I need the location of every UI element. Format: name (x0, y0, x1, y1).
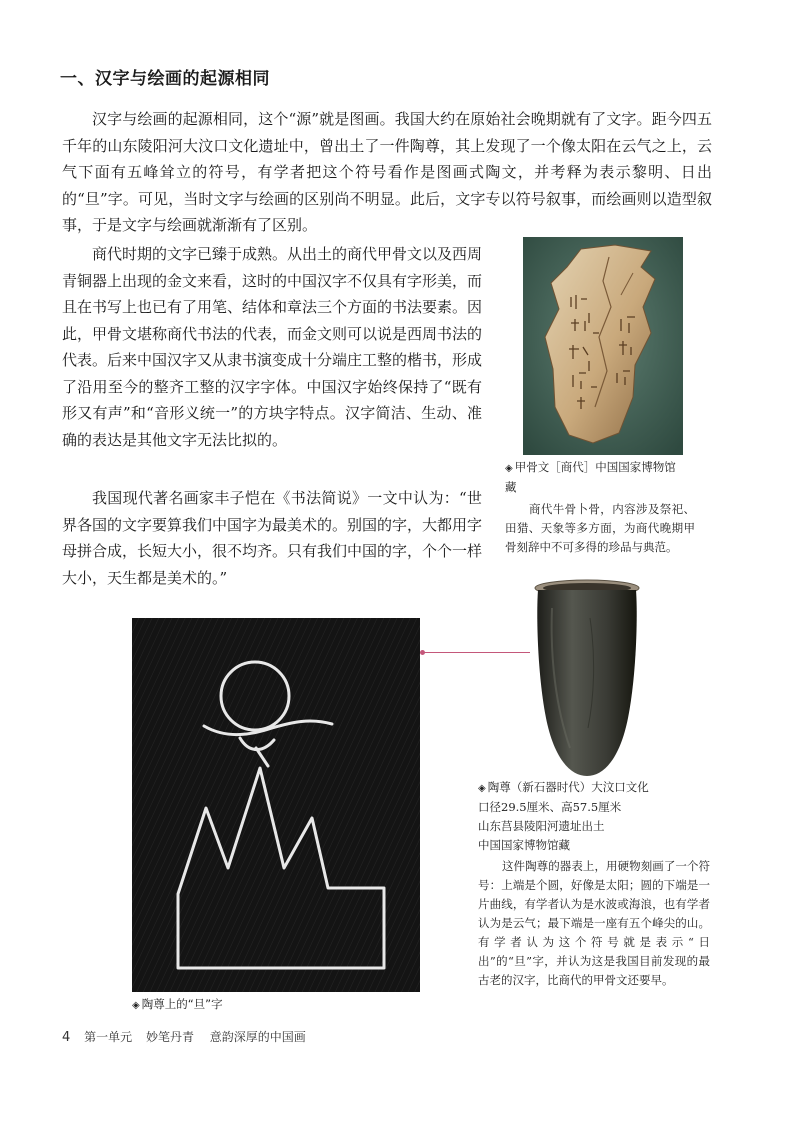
rubbing-image (132, 618, 420, 992)
dan-character-rubbing (132, 618, 420, 992)
page-number: 4 (62, 1030, 71, 1045)
rubbing-caption-text: 陶尊上的“旦”字 (141, 997, 223, 1011)
section-heading: 一、汉字与绘画的起源相同 (60, 69, 270, 89)
pottery-vessel-provenance: 山东莒县陵阳河遗址出土 (478, 819, 605, 833)
oracle-bone-photo (523, 237, 683, 455)
rubbing-caption (132, 995, 223, 1015)
pottery-vessel-caption (478, 778, 708, 855)
diamond-icon: ◈ (132, 1000, 140, 1011)
leader-dot (420, 650, 425, 655)
pottery-vessel-image (530, 578, 645, 778)
diamond-icon: ◈ (478, 783, 486, 794)
oracle-bone-title: 甲骨文［商代］中国国家博物馆藏 (505, 460, 676, 494)
oracle-bone-image (523, 237, 683, 455)
pottery-vessel-photo (530, 578, 645, 778)
body-paragraph-1: 汉字与绘画的起源相同，这个“源”就是图画。我国大约在原始社会晚期就有了文字。距今四五千年的山东陵阳河大汶口文化遗址中，曾出土了一件陶尊，其上发现了一个像太阳在云气之上，云气下面有五峰耸立的符号，有学者把这个符号看作是图画式陶文，并考释为表示黎明、日出的“旦”字。可见，当时文字与绘画的区别尚不明显。此后，文字专以符号叙事，而绘画则以造型叙事，于是文字与绘画就渐渐有了区别。 (62, 110, 712, 234)
pottery-vessel-size: 口径29.5厘米、高57.5厘米 (478, 800, 622, 814)
page-footer (62, 1028, 306, 1045)
footer-unit-title: 妙笔丹青 (145, 1030, 194, 1044)
oracle-bone-description: 商代牛骨卜骨，内容涉及祭祀、田猎、天象等多方面，为商代晚期甲骨刻辞中不可多得的珍品与典范。 (505, 502, 695, 554)
pottery-vessel-title: 陶尊（新石器时代）大汶口文化 (487, 780, 649, 794)
pottery-vessel-description: 这件陶尊的器表上，用硬物刻画了一个符号：上端是个圆，好像是太阳；圆的下端是一片曲线，有学者认为是水波或海浪，也有学者认为是云气；最下端是一座有五个峰尖的山。有学者认为这个符号就是表示“日出”的“旦”字，并认为这是我国目前发现的最古老的汉字，比商代的甲骨文还要早。 (478, 859, 710, 987)
diamond-icon: ◈ (505, 463, 513, 474)
body-paragraph-2: 商代时期的文字已臻于成熟。从出土的商代甲骨文以及西周青铜器上出现的金文来看，这时的中国汉字不仅具有字形美，而且在书写上也已有了用笔、结体和章法三个方面的书法要素。因此，甲骨文堪称商代书法的代表，而金文则可以说是西周书法的代表。后来中国汉字又从隶书演变成十分端庄工整的楷书，形成了沿用至今的整齐工整的汉字字体。中国汉字始终保持了“既有形又有声”和“音形义统一”的方块字特点。汉字简洁、生动、准确的表达是其他文字无法比拟的。 (62, 245, 483, 449)
footer-unit: 第一单元 (84, 1030, 133, 1044)
footer-unit-subtitle: 意韵深厚的中国画 (209, 1030, 306, 1044)
leader-line (422, 652, 530, 653)
body-paragraph-3: 我国现代著名画家丰子恺在《书法简说》一文中认为：“世界各国的文字要算我们中国字为最美术的。别国的字，大都用字母拼合成，长短大小，很不均齐。只有我们中国的字，个个一样大小，天生都是美术的。” (62, 489, 483, 587)
oracle-bone-caption (505, 458, 685, 497)
pottery-vessel-collection: 中国国家博物馆藏 (478, 838, 570, 852)
